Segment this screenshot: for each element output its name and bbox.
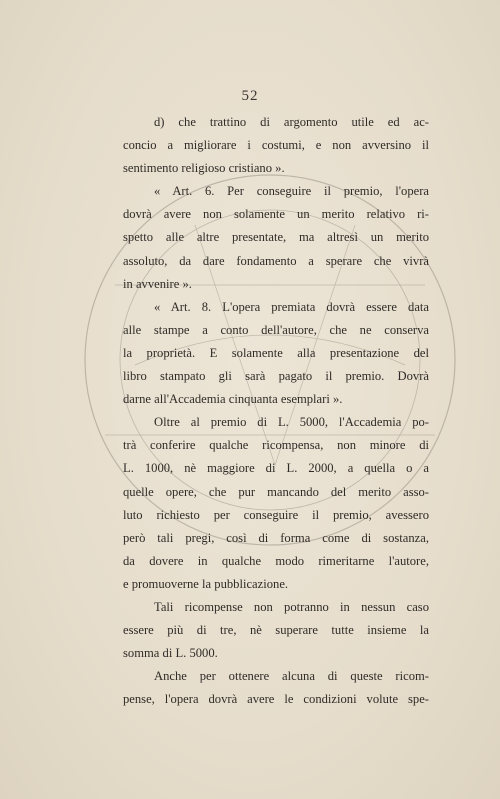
text-line: L. 1000, nè maggiore di L. 2000, a quella o a [123,461,429,476]
text-line: quelle opere, che pur mancando del merito asso- [123,484,429,499]
text-line: spetto alle altre presentate, ma altresì un merito [123,230,429,245]
text-line: Anche per ottenere alcuna di queste ricom- [154,669,429,684]
text-line: da dovere in qualche modo rimeritarne l'autore, [123,553,429,568]
text-line: trà conferire qualche ricompensa, non minore di [123,438,429,453]
text-line: concio a migliorare i costumi, e non avversino il [123,138,429,153]
text-line: però tali pregi, così di forma come di sostanza, [123,530,429,545]
text-line: la proprietà. E solamente alla presentazione del [123,345,429,360]
text-line: Oltre al premio di L. 5000, l'Accademia po- [154,415,429,430]
text-line: dovrà avere non solamente un merito relativo ri- [123,207,429,222]
text-line: sentimento religioso cristiano ». [123,161,285,176]
text-line: darne all'Accademia cinquanta esemplari ». [123,392,343,407]
body-text [123,111,429,711]
text-line: Tali ricompense non potranno in nessun caso [154,599,429,614]
text-line: « Art. 8. L'opera premiata dovrà essere data [154,299,429,314]
text-line: essere più di tre, nè superare tutte insieme la [123,623,429,638]
text-line: assoluto, da dare fondamento a sperare che vivrà [123,253,429,268]
page-number: 52 [241,88,259,104]
text-line: libro stampato gli sarà pagato il premio. Dovrà [123,369,429,384]
text-line: d) che trattino di argomento utile ed ac- [154,115,429,129]
text-line: « Art. 6. Per conseguire il premio, l'opera [154,184,429,199]
text-line: luto richiesto per conseguire il premio, avessero [123,507,429,522]
text-line: somma di L. 5000. [123,646,218,661]
text-line: in avvenire ». [123,276,192,291]
text-line: pense, l'opera dovrà avere le condizioni volute spe- [123,692,429,707]
text-line: e promuoverne la pubblicazione. [123,576,289,591]
text-line: alle stampe a conto dell'autore, che ne conserva [123,322,429,337]
